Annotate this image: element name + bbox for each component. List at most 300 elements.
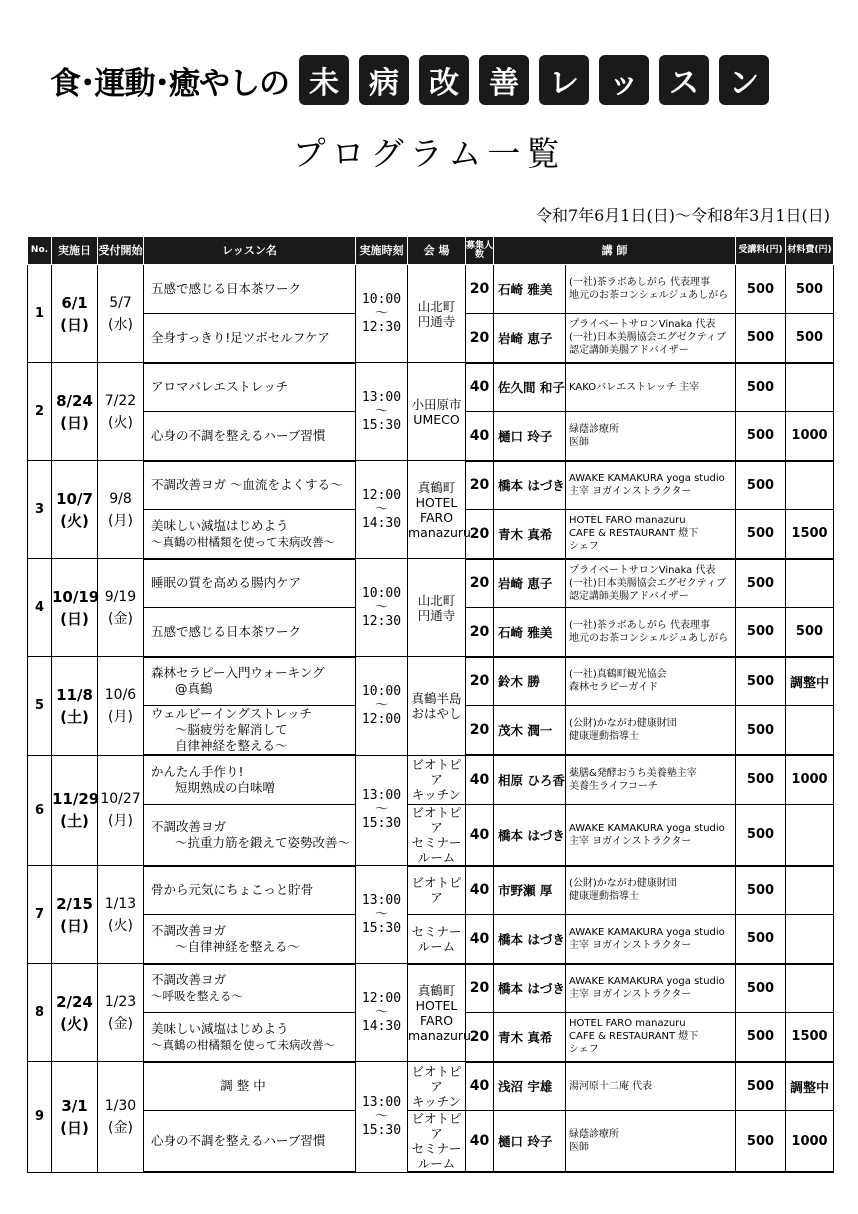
lesson-name <box>144 265 356 314</box>
desc-line: 主宰 ヨガインストラクター <box>569 939 692 951</box>
venue-line: セミナールーム <box>411 834 462 865</box>
session-date <box>52 755 98 866</box>
material-fee <box>786 412 834 461</box>
capacity <box>466 314 494 363</box>
desc-line: 地元のお茶コンシェルジュあしがら <box>569 632 729 644</box>
time-end: 14:30 <box>361 515 402 531</box>
lesson-title-line: 〜自律神経を整える〜 <box>175 938 301 954</box>
fee-value: 500 <box>746 281 775 297</box>
venue-line: ビオトピア <box>411 1111 462 1141</box>
capacity-value: 20 <box>469 575 490 592</box>
accept-weekday: (水) <box>108 316 133 333</box>
fee <box>736 510 786 559</box>
lesson-venue <box>408 755 466 804</box>
lesson-title-line: 〜抗重力筋を鍛えて姿勢改善〜 <box>175 834 351 850</box>
fee-value: 500 <box>746 882 775 898</box>
time-separator: 〜 <box>374 1108 388 1124</box>
fee-value: 500 <box>746 428 775 444</box>
fee <box>736 265 786 314</box>
session-no <box>28 866 52 964</box>
venue-line: HOTEL <box>415 494 458 510</box>
col-capacity: 募集人数 <box>466 237 494 265</box>
capacity <box>466 265 494 314</box>
capacity-value: 20 <box>469 980 490 997</box>
accept-value: 9/8 <box>109 490 132 507</box>
session-number: 3 <box>34 502 45 517</box>
instructor-desc <box>566 1062 736 1111</box>
material-value: 1000 <box>791 1133 828 1149</box>
table-row <box>28 461 834 510</box>
instructor-value: 鈴木 勝 <box>498 674 540 690</box>
capacity-value: 40 <box>469 379 490 396</box>
time-start: 10:00 <box>361 585 402 601</box>
capacity-value: 40 <box>469 882 490 899</box>
lesson-name <box>144 412 356 461</box>
desc-line: 主宰 ヨガインストラクター <box>569 486 692 498</box>
venue-line: セミナールーム <box>411 923 462 954</box>
instructor-value: 佐久間 和子 <box>498 380 565 396</box>
fee-value: 500 <box>746 624 775 640</box>
capacity-value: 20 <box>469 623 490 640</box>
page-title <box>50 52 810 108</box>
desc-line: (公財)かながわ健康財団 <box>569 878 677 890</box>
fee <box>736 866 786 915</box>
capacity-value: 40 <box>469 771 490 788</box>
instructor-desc <box>566 1013 736 1062</box>
accept-weekday: (月) <box>108 813 133 830</box>
session-time <box>356 1062 408 1173</box>
session-date <box>52 1062 98 1173</box>
capacity-value: 40 <box>469 826 490 843</box>
capacity <box>466 412 494 461</box>
accept-value: 5/7 <box>109 294 132 311</box>
table-row <box>28 265 834 314</box>
title-box: ス <box>659 55 709 105</box>
lesson-title-line: 調 整 中 <box>220 1078 266 1094</box>
time-end: 14:30 <box>361 1018 402 1034</box>
accept-value: 1/23 <box>104 993 137 1010</box>
venue-line: UMECO <box>413 411 460 427</box>
desc-line: 緑蔭診療所 <box>569 1129 619 1140</box>
session-date <box>52 265 98 363</box>
lesson-title-line: 不調改善ヨガ 〜血流をよくする〜 <box>151 477 343 493</box>
lesson-name <box>144 314 356 363</box>
material-value: 500 <box>795 330 824 346</box>
accept-weekday: (金) <box>108 1119 133 1136</box>
session-no <box>28 363 52 461</box>
capacity-value: 20 <box>469 673 490 690</box>
instructor-value: 樋口 玲子 <box>498 1134 553 1149</box>
venue-line: FARO <box>419 1012 454 1028</box>
lesson-name <box>144 461 356 510</box>
lesson-name <box>144 559 356 608</box>
time-start: 13:00 <box>361 389 402 405</box>
lesson-title-line: 〜脳疲労を解消して <box>175 722 288 737</box>
lesson-name <box>144 964 356 1013</box>
instructor-value: 茂木 潤一 <box>498 723 553 738</box>
capacity <box>466 866 494 915</box>
fee-value: 500 <box>746 575 775 591</box>
capacity <box>466 510 494 559</box>
lesson-name <box>144 363 356 412</box>
venue-line: セミナールーム <box>411 1141 462 1171</box>
accept-value: 1/13 <box>104 895 137 912</box>
venue-line: 山北町 <box>417 592 456 608</box>
fee <box>736 804 786 866</box>
session-venue <box>408 363 466 461</box>
instructor-value: 橋本 はづき <box>498 827 565 843</box>
capacity-value: 40 <box>469 1133 490 1149</box>
instructor-name <box>494 1111 566 1173</box>
venue-line: キッチン <box>411 787 462 802</box>
time-separator: 〜 <box>374 599 388 615</box>
lesson-title-line: 〜呼吸を整える〜 <box>151 989 243 1004</box>
accept-date <box>98 559 144 657</box>
fee <box>736 559 786 608</box>
material-fee <box>786 755 834 804</box>
session-no <box>28 1062 52 1173</box>
capacity <box>466 1013 494 1062</box>
time-separator: 〜 <box>374 403 388 419</box>
venue-line: 円通寺 <box>417 607 456 623</box>
accept-date <box>98 461 144 559</box>
desc-line: 主宰 ヨガインストラクター <box>569 989 692 1001</box>
venue-line: ビオトピア <box>411 1063 462 1094</box>
desc-line: AWAKE KAMAKURA yoga studio <box>569 822 725 834</box>
instructor-desc <box>566 412 736 461</box>
venue-line: 山北町 <box>417 298 456 314</box>
date-weekday: (日) <box>60 609 89 628</box>
date-value: 6/1 <box>61 293 88 312</box>
instructor-name <box>494 608 566 657</box>
session-venue <box>408 559 466 657</box>
lesson-name <box>144 706 356 756</box>
capacity <box>466 608 494 657</box>
accept-weekday: (金) <box>108 1015 133 1032</box>
time-separator: 〜 <box>374 697 388 713</box>
material-fee <box>786 915 834 964</box>
venue-line: 円通寺 <box>417 313 456 329</box>
material-fee <box>786 657 834 706</box>
instructor-value: 相原 ひろ香 <box>498 772 565 788</box>
fee <box>736 964 786 1013</box>
instructor-name <box>494 461 566 510</box>
capacity <box>466 964 494 1013</box>
title-box: ッ <box>599 55 649 105</box>
lesson-title-line: 〜真鶴の柑橘類を使って未病改善〜 <box>151 1037 335 1052</box>
accept-value: 10/27 <box>100 791 141 808</box>
table-row <box>28 363 834 412</box>
time-end: 12:00 <box>361 711 402 727</box>
lesson-name <box>144 1013 356 1062</box>
fee <box>736 706 786 756</box>
lesson-name <box>144 510 356 559</box>
session-number: 9 <box>34 1109 45 1125</box>
capacity-value: 20 <box>469 722 490 738</box>
instructor-value: 青木 真希 <box>498 526 553 542</box>
material-fee <box>786 1013 834 1062</box>
accept-value: 7/22 <box>104 392 137 409</box>
fee <box>736 1111 786 1173</box>
lesson-name <box>144 657 356 706</box>
lesson-title-line: 短期熟成の白味噌 <box>175 779 276 795</box>
session-venue <box>408 265 466 363</box>
material-fee <box>786 866 834 915</box>
title-prefix: 食･運動･癒やしの <box>50 65 289 102</box>
desc-line: 医師 <box>569 436 589 448</box>
instructor-name <box>494 657 566 706</box>
capacity <box>466 706 494 756</box>
venue-line: ビオトピア <box>411 804 462 835</box>
date-weekday: (日) <box>60 1118 89 1137</box>
instructor-value: 石崎 雅美 <box>498 282 553 297</box>
fee-value: 500 <box>746 827 775 842</box>
desc-line: プライベートサロンVinaka 代表 <box>569 564 716 576</box>
accept-date <box>98 265 144 363</box>
col-fee: 受講料(円) <box>736 237 786 265</box>
session-date <box>52 461 98 559</box>
instructor-value: 橋本 はづき <box>498 981 565 997</box>
fee-value: 500 <box>746 477 775 493</box>
col-venue: 会 場 <box>408 237 466 265</box>
instructor-desc <box>566 964 736 1013</box>
title-box: 改 <box>419 55 469 105</box>
date-weekday: (日) <box>60 413 89 432</box>
desc-line: シェフ <box>569 541 599 553</box>
table-row <box>28 657 834 706</box>
lesson-name <box>144 1111 356 1173</box>
session-venue <box>408 964 471 1062</box>
instructor-name <box>494 915 566 964</box>
instructor-desc <box>566 265 736 314</box>
capacity <box>466 1062 494 1111</box>
title-box: レ <box>539 55 589 105</box>
fee <box>736 412 786 461</box>
fee-value: 500 <box>746 1078 775 1094</box>
accept-date <box>98 363 144 461</box>
capacity <box>466 1111 494 1173</box>
fee <box>736 657 786 706</box>
lesson-title-line: 五感で感じる日本茶ワーク <box>151 281 302 296</box>
session-no <box>28 657 52 756</box>
session-number: 8 <box>34 1005 45 1020</box>
time-end: 15:30 <box>361 417 402 433</box>
session-time <box>356 461 408 559</box>
lesson-venue <box>408 1062 466 1111</box>
capacity-value: 40 <box>469 930 490 947</box>
fee-value: 500 <box>746 931 775 947</box>
instructor-desc <box>566 510 736 559</box>
title-box: 善 <box>479 55 529 105</box>
instructor-desc <box>566 314 736 363</box>
lesson-title-line: 〜真鶴の柑橘類を使って未病改善〜 <box>151 534 335 549</box>
session-time <box>356 866 408 964</box>
lesson-title-line: かんたん手作り! <box>151 763 244 779</box>
time-start: 13:00 <box>361 1094 402 1110</box>
session-venue <box>408 657 466 756</box>
instructor-desc <box>566 755 736 804</box>
time-separator: 〜 <box>374 501 388 517</box>
date-weekday: (土) <box>60 812 89 831</box>
desc-line: (一社)日本美腸協会エグゼクティブ <box>569 332 727 344</box>
instructor-value: 市野瀬 厚 <box>498 883 553 899</box>
time-start: 12:00 <box>361 990 402 1006</box>
instructor-name <box>494 510 566 559</box>
fee <box>736 314 786 363</box>
session-number: 2 <box>34 404 45 419</box>
desc-line: 健康運動指導士 <box>569 891 639 903</box>
instructor-name <box>494 1013 566 1062</box>
desc-line: (公財)かながわ健康財団 <box>569 718 677 729</box>
lesson-title-line: 五感で感じる日本茶ワーク <box>151 623 302 639</box>
lesson-name <box>144 915 356 964</box>
lesson-title-line: @真鶴 <box>175 681 213 697</box>
venue-line: manazuru <box>408 524 471 540</box>
fee-value: 500 <box>746 330 775 346</box>
instructor-name <box>494 866 566 915</box>
material-value: 1500 <box>791 526 828 542</box>
instructor-value: 岩崎 恵子 <box>498 330 553 346</box>
time-start: 13:00 <box>361 892 402 908</box>
session-number: 7 <box>34 907 45 922</box>
table-row <box>28 804 834 866</box>
session-time <box>356 559 408 657</box>
instructor-desc <box>566 363 736 412</box>
instructor-name <box>494 964 566 1013</box>
capacity <box>466 804 494 866</box>
table-row <box>28 964 834 1013</box>
lesson-title-line: 骨から元気にちょこっと貯骨 <box>151 882 314 898</box>
instructor-desc <box>566 1111 736 1173</box>
material-fee <box>786 461 834 510</box>
session-number: 1 <box>34 306 45 321</box>
venue-line: 真鶴町 <box>417 982 456 998</box>
date-weekday: (火) <box>60 511 89 530</box>
instructor-name <box>494 804 566 866</box>
lesson-venue <box>408 866 466 915</box>
time-end: 12:30 <box>361 613 402 629</box>
session-date <box>52 657 98 756</box>
material-value: 1500 <box>791 1029 828 1045</box>
lesson-title-line: 森林セラピー入門ウォーキング <box>151 665 325 681</box>
instructor-name <box>494 1062 566 1111</box>
fee-value: 500 <box>746 722 775 738</box>
session-date <box>52 363 98 461</box>
accept-weekday: (火) <box>108 414 133 431</box>
desc-line: 認定講師美腸アドバイザー <box>569 590 689 602</box>
accept-date <box>98 755 144 866</box>
accept-date <box>98 657 144 756</box>
venue-line: HOTEL <box>415 997 458 1013</box>
venue-line: manazuru <box>408 1027 471 1043</box>
fee <box>736 755 786 804</box>
time-separator: 〜 <box>374 305 388 321</box>
capacity-value: 20 <box>469 1028 490 1045</box>
fee-value: 500 <box>746 379 775 395</box>
session-time <box>356 265 408 363</box>
desc-line: 主宰 ヨガインストラクター <box>569 835 692 847</box>
desc-line: KAKOバレエストレッチ 主宰 <box>569 381 700 393</box>
capacity <box>466 461 494 510</box>
material-fee <box>786 510 834 559</box>
lesson-title-line: 自律神経を整える〜 <box>175 738 288 753</box>
venue-line: 小田原市 <box>411 396 462 412</box>
instructor-desc <box>566 461 736 510</box>
fee <box>736 1062 786 1111</box>
accept-date <box>98 1062 144 1173</box>
date-weekday: (火) <box>60 1014 89 1033</box>
fee <box>736 608 786 657</box>
lesson-title-line: 全身すっきり!足ツボセルフケア <box>151 329 330 345</box>
material-value: 調整中 <box>789 675 829 691</box>
instructor-name <box>494 412 566 461</box>
venue-line: 真鶴半島 <box>411 690 462 706</box>
col-no: No. <box>28 237 52 265</box>
lesson-title-line: 不調改善ヨガ <box>151 818 227 834</box>
material-fee <box>786 964 834 1013</box>
capacity <box>466 755 494 804</box>
instructor-value: 橋本 はづき <box>498 478 565 494</box>
instructor-desc <box>566 804 736 866</box>
fee <box>736 915 786 964</box>
fee-value: 500 <box>746 526 775 542</box>
material-fee <box>786 559 834 608</box>
program-period: 令和7年6月1日(日)〜令和8年3月1日(日) <box>535 206 830 225</box>
material-fee <box>786 706 834 756</box>
date-value: 2/24 <box>56 992 93 1011</box>
material-value: 1000 <box>791 428 828 444</box>
accept-value: 9/19 <box>104 588 137 605</box>
desc-line: HOTEL FARO manazuru <box>569 515 686 527</box>
date-weekday: (日) <box>60 315 89 334</box>
title-box: 病 <box>359 55 409 105</box>
date-value: 2/15 <box>56 894 93 913</box>
lesson-title-line: アロマバレエストレッチ <box>151 379 289 395</box>
desc-line: 健康運動指導士 <box>569 731 639 742</box>
venue-line: ビオトピア <box>411 757 462 787</box>
fee-value: 500 <box>746 1133 775 1149</box>
lesson-name <box>144 866 356 915</box>
session-time <box>356 657 408 756</box>
lesson-name <box>144 755 356 804</box>
desc-line: 湯河原十二庵 代表 <box>569 1080 653 1092</box>
time-separator: 〜 <box>374 802 388 818</box>
capacity <box>466 363 494 412</box>
time-start: 10:00 <box>361 291 402 307</box>
capacity-value: 20 <box>469 329 490 346</box>
desc-line: AWAKE KAMAKURA yoga studio <box>569 976 725 988</box>
fee <box>736 1013 786 1062</box>
col-instructor: 講 師 <box>494 237 736 265</box>
lesson-title-line: 美味しい減塩はじめよう <box>151 1020 289 1036</box>
lesson-venue <box>408 804 466 866</box>
capacity-value: 40 <box>469 427 490 444</box>
instructor-value: 樋口 玲子 <box>498 428 553 444</box>
col-material: 材料費(円) <box>786 237 834 265</box>
capacity-value: 40 <box>469 1078 490 1095</box>
instructor-desc <box>566 706 736 756</box>
desc-line: AWAKE KAMAKURA yoga studio <box>569 926 725 938</box>
accept-date <box>98 964 144 1062</box>
lesson-venue <box>408 915 466 964</box>
desc-line: 医師 <box>569 1142 589 1153</box>
venue-line: FARO <box>419 509 454 525</box>
table-row <box>28 915 834 964</box>
material-value: 500 <box>795 281 824 297</box>
session-number: 6 <box>34 802 45 818</box>
session-number: 4 <box>34 600 45 615</box>
desc-line: 地元のお茶コンシェルジュあしがら <box>569 290 729 301</box>
